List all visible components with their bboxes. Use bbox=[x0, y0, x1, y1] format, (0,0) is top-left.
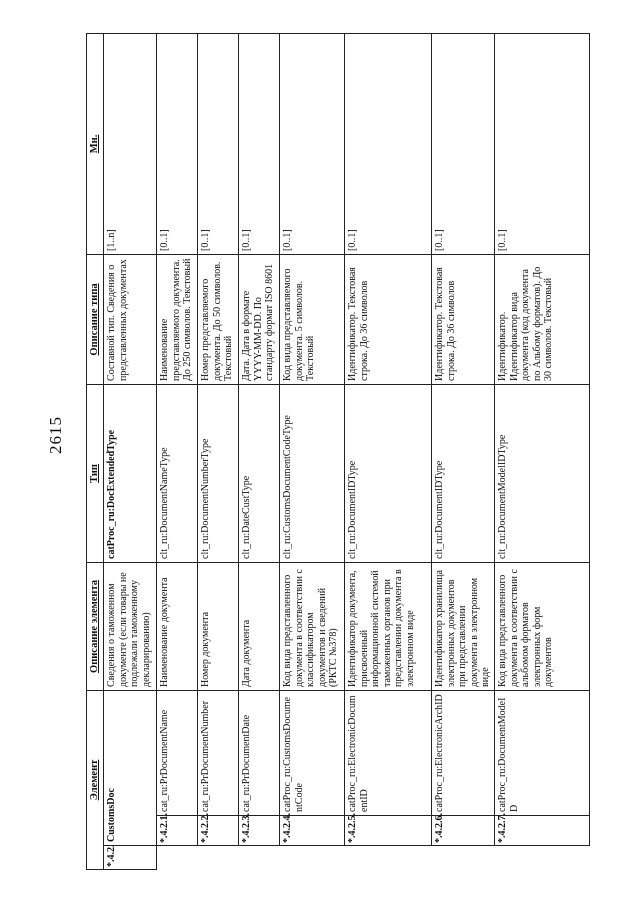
type-description: Код вида представляемого документа. 5 символов. Текстовый bbox=[280, 254, 345, 384]
elements-table bbox=[86, 33, 590, 870]
element-type: clt_ru:DocumentNameType bbox=[157, 384, 198, 562]
page-number bbox=[44, 400, 68, 470]
table-row bbox=[157, 33, 198, 869]
multiplicity: [0..1] bbox=[198, 33, 239, 254]
multiplicity: [0..1] bbox=[280, 33, 345, 254]
table-row bbox=[280, 33, 345, 869]
element-type: catProc_ru:DocExtendedType bbox=[104, 384, 157, 562]
header-element-description: Описание элемента bbox=[87, 562, 104, 690]
rotated-table-container bbox=[86, 34, 554, 870]
element-type: clt_ru:DocumentIDType bbox=[345, 384, 432, 562]
element-description: Дата документа bbox=[239, 562, 280, 690]
page-number-text: 2615 bbox=[46, 416, 65, 454]
header-type-description: Описание типа bbox=[87, 254, 104, 384]
table-row bbox=[432, 33, 495, 869]
element-description: Код вида представленного документа в соответствии с альбомом форматов электронных форм документов bbox=[495, 562, 590, 690]
row-number: *.4.2.6. bbox=[432, 816, 495, 846]
type-description: Дата. Дата в формате YYYY-MM-DD. По стандарту формат ISO 8601 bbox=[239, 254, 280, 384]
row-number: *.4.2.4. bbox=[280, 816, 345, 846]
multiplicity: [0..1] bbox=[345, 33, 432, 254]
header-multiplicity: Мн. bbox=[87, 33, 104, 254]
type-description: Номер представляемого документа. До 50 символов. Текстовый bbox=[198, 254, 239, 384]
element-name: catProc_ru:ElectronicDocumentID bbox=[345, 690, 432, 815]
row-number: *.4.2.3. bbox=[239, 816, 280, 846]
document-table-area bbox=[86, 34, 554, 870]
table-row bbox=[198, 33, 239, 869]
table-row bbox=[239, 33, 280, 869]
type-description: Наименование представляемого документа. До 250 символов. Текстовый bbox=[157, 254, 198, 384]
element-description: Номер документа bbox=[198, 562, 239, 690]
table-row bbox=[345, 33, 432, 869]
element-type: clt_ru:DocumentIDType bbox=[432, 384, 495, 562]
table-row bbox=[495, 33, 590, 869]
table-row-main bbox=[104, 33, 157, 869]
element-name: cat_ru:PrDocumentNumber bbox=[198, 690, 239, 815]
row-number: *.4.2.1. bbox=[157, 816, 198, 846]
element-type: clt_ru:DateCustType bbox=[239, 384, 280, 562]
element-name: CustomsDoc bbox=[104, 690, 157, 845]
type-description: Идентификатор. Текстовая строка. До 36 символов bbox=[432, 254, 495, 384]
element-name: cat_ru:PrDocumentDate bbox=[239, 690, 280, 815]
type-description: Идентификатор. Идентификатор вида документа (код документа по Альбому форматов). До 30 символов. Текстовый bbox=[495, 254, 590, 384]
element-type: clt_ru:CustomsDocumentCodeType bbox=[280, 384, 345, 562]
header-element: Элемент bbox=[87, 690, 104, 869]
multiplicity: [0..1] bbox=[239, 33, 280, 254]
table-header-row bbox=[87, 33, 104, 869]
row-number: *.4.2.5. bbox=[345, 816, 432, 846]
element-name: catProc_ru:ElectronicArchID bbox=[432, 690, 495, 815]
type-description: Идентификатор. Текстовая строка. До 36 символов bbox=[345, 254, 432, 384]
element-name: cat_ru:PrDocumentName bbox=[157, 690, 198, 815]
element-description: Код вида представленного документа в соответствии с классификатором документов и сведений (РКТС №378) bbox=[280, 562, 345, 690]
multiplicity: [0..1] bbox=[432, 33, 495, 254]
header-type: Тип bbox=[87, 384, 104, 562]
element-name: catProc_ru:CustomsDocumentCode bbox=[280, 690, 345, 815]
multiplicity: [0..1] bbox=[495, 33, 590, 254]
element-description: Идентификатор хранилища электронных документов при представлении документа в электронном виде bbox=[432, 562, 495, 690]
element-type: clt_ru:DocumentModelIDType bbox=[495, 384, 590, 562]
element-description: Идентификатор документа, присвоенный информационной системой таможенных органов при представлении документа в электронном виде bbox=[345, 562, 432, 690]
element-description: Наименование документа bbox=[157, 562, 198, 690]
row-number: *.4.2. bbox=[104, 846, 157, 870]
row-number: *.4.2.2. bbox=[198, 816, 239, 846]
element-name: catProc_ru:DocumentModeID bbox=[495, 690, 590, 815]
indent-cell bbox=[157, 846, 590, 870]
row-number: *.4.2.7. bbox=[495, 816, 590, 846]
element-type: clt_ru:DocumentNumberType bbox=[198, 384, 239, 562]
multiplicity: [0..1] bbox=[157, 33, 198, 254]
element-description: Сведения о таможенном документе (если товары не подлежали таможенному декларированию) bbox=[104, 562, 157, 690]
multiplicity: [1..n] bbox=[104, 33, 157, 254]
type-description: Составной тип. Сведения о представленных документах bbox=[104, 254, 157, 384]
